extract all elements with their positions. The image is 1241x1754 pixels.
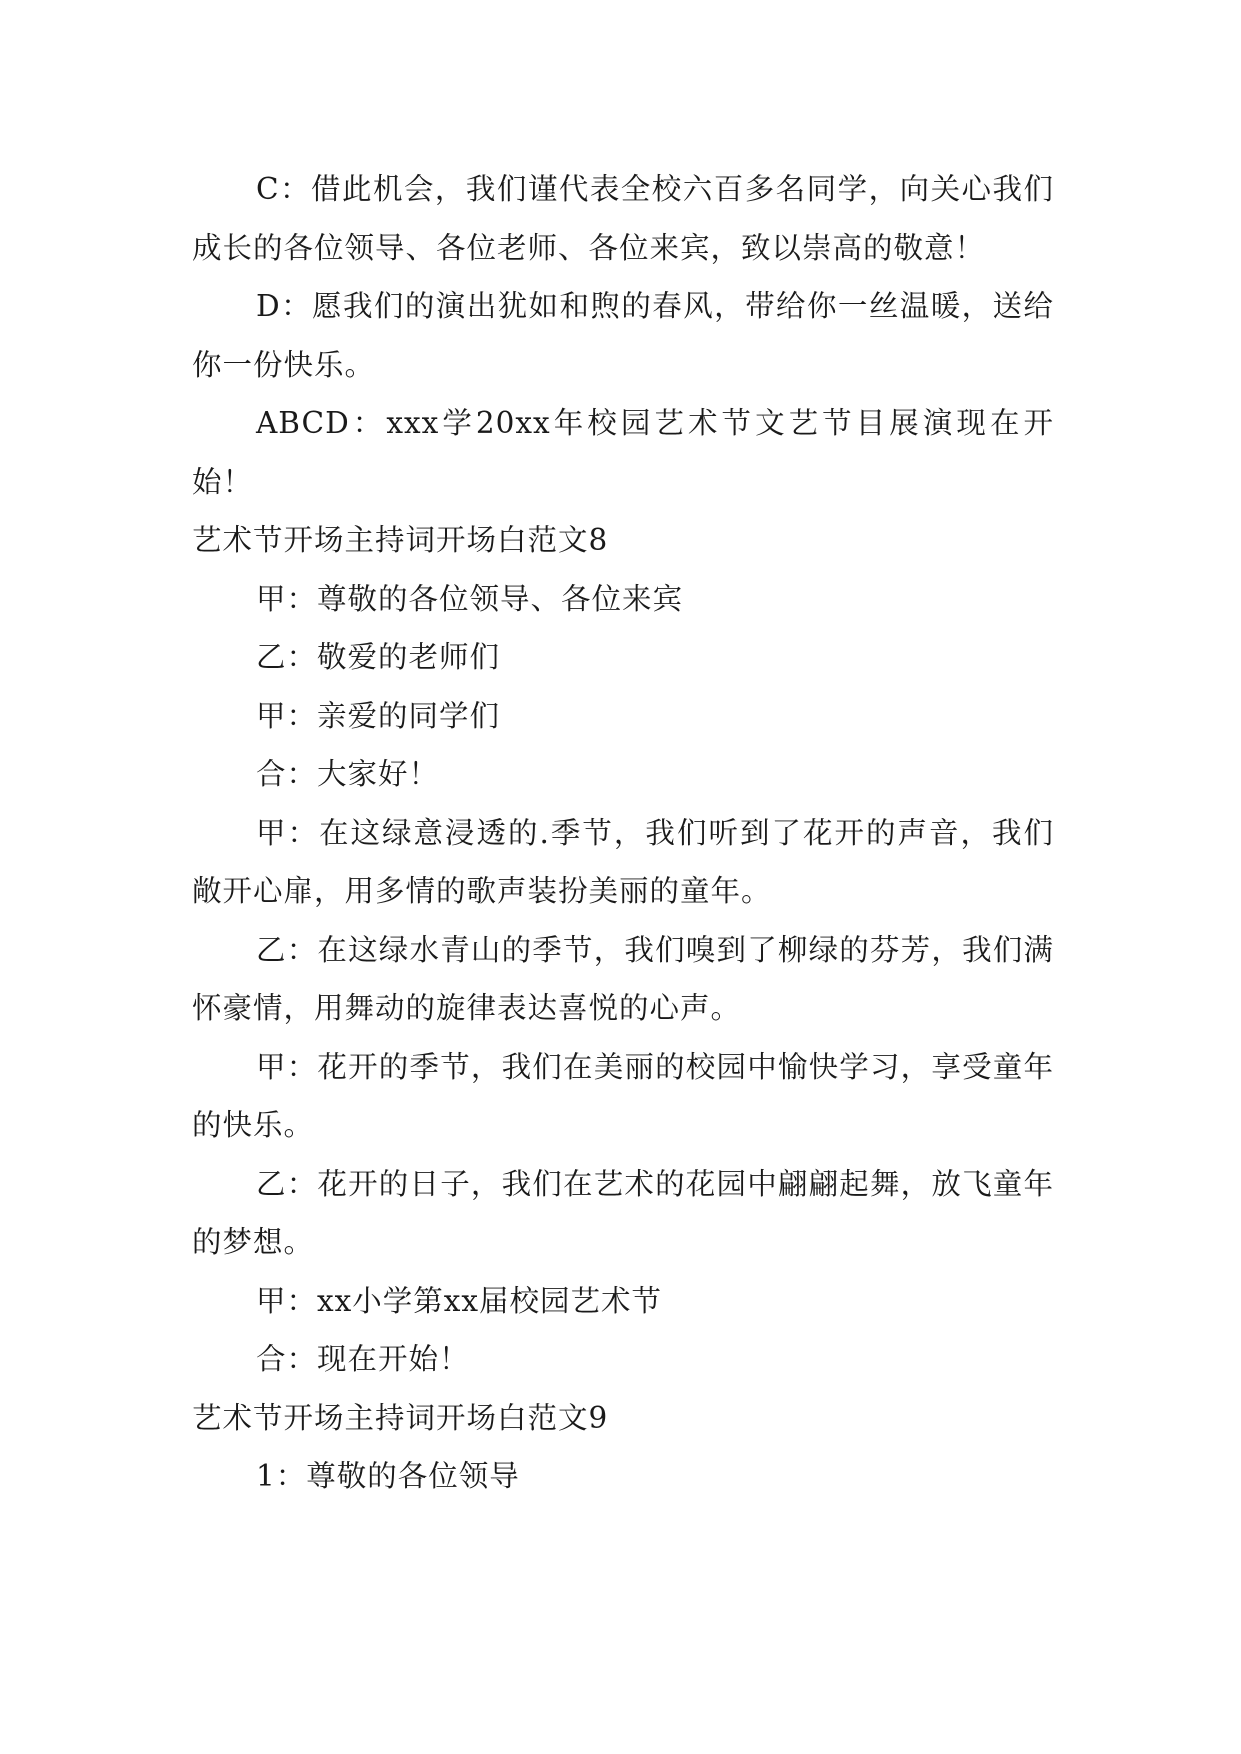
paragraph-c-thanks: C：借此机会，我们谨代表全校六百多名同学，向关心我们成长的各位领导、各位老师、各位来宾，致以崇高的敬意！ — [192, 172, 1054, 265]
paragraph-jia-flowers-sound: 甲：在这绿意浸透的.季节，我们听到了花开的声音，我们敞开心扉，用多情的歌声装扮美丽的童年。 — [192, 815, 1054, 908]
line-jia-greeting-leaders: 甲：尊敬的各位领导、各位来宾 — [256, 581, 684, 616]
paragraph-abcd-start: ABCD：xxx学20xx年校园艺术节文艺节目展演现在开始！ — [192, 406, 1054, 499]
line-yi-greeting-teachers: 乙：敬爱的老师们 — [256, 640, 501, 674]
line-jia-greeting-students: 甲：亲爱的同学们 — [256, 698, 501, 733]
paragraph-yi-art-garden: 乙：花开的日子，我们在艺术的花园中翩翩起舞，放飞童年的梦想。 — [192, 1166, 1054, 1259]
paragraph-yi-green-hills: 乙：在这绿水青山的季节，我们嗅到了柳绿的芬芳，我们满怀豪情，用舞动的旋律表达喜悦的心声。 — [192, 932, 1054, 1025]
paragraph-jia-campus-study: 甲：花开的季节，我们在美丽的校园中愉快学习，享受童年的快乐。 — [192, 1049, 1054, 1142]
document-body — [192, 160, 1054, 1506]
line-jia-festival-name: 甲：xx小学第xx届校园艺术节 — [256, 1283, 663, 1318]
line-1-greeting-leaders: 1：尊敬的各位领导 — [256, 1459, 520, 1493]
paragraph-d-wish: D：愿我们的演出犹如和煦的春风，带给你一丝温暖，送给你一份快乐。 — [192, 289, 1054, 382]
line-together-start: 合：现在开始！ — [256, 1342, 470, 1376]
section-heading-9: 艺术节开场主持词开场白范文9 — [192, 1400, 609, 1435]
line-together-hello: 合：大家好！ — [256, 757, 440, 791]
section-heading-8: 艺术节开场主持词开场白范文8 — [192, 523, 609, 557]
